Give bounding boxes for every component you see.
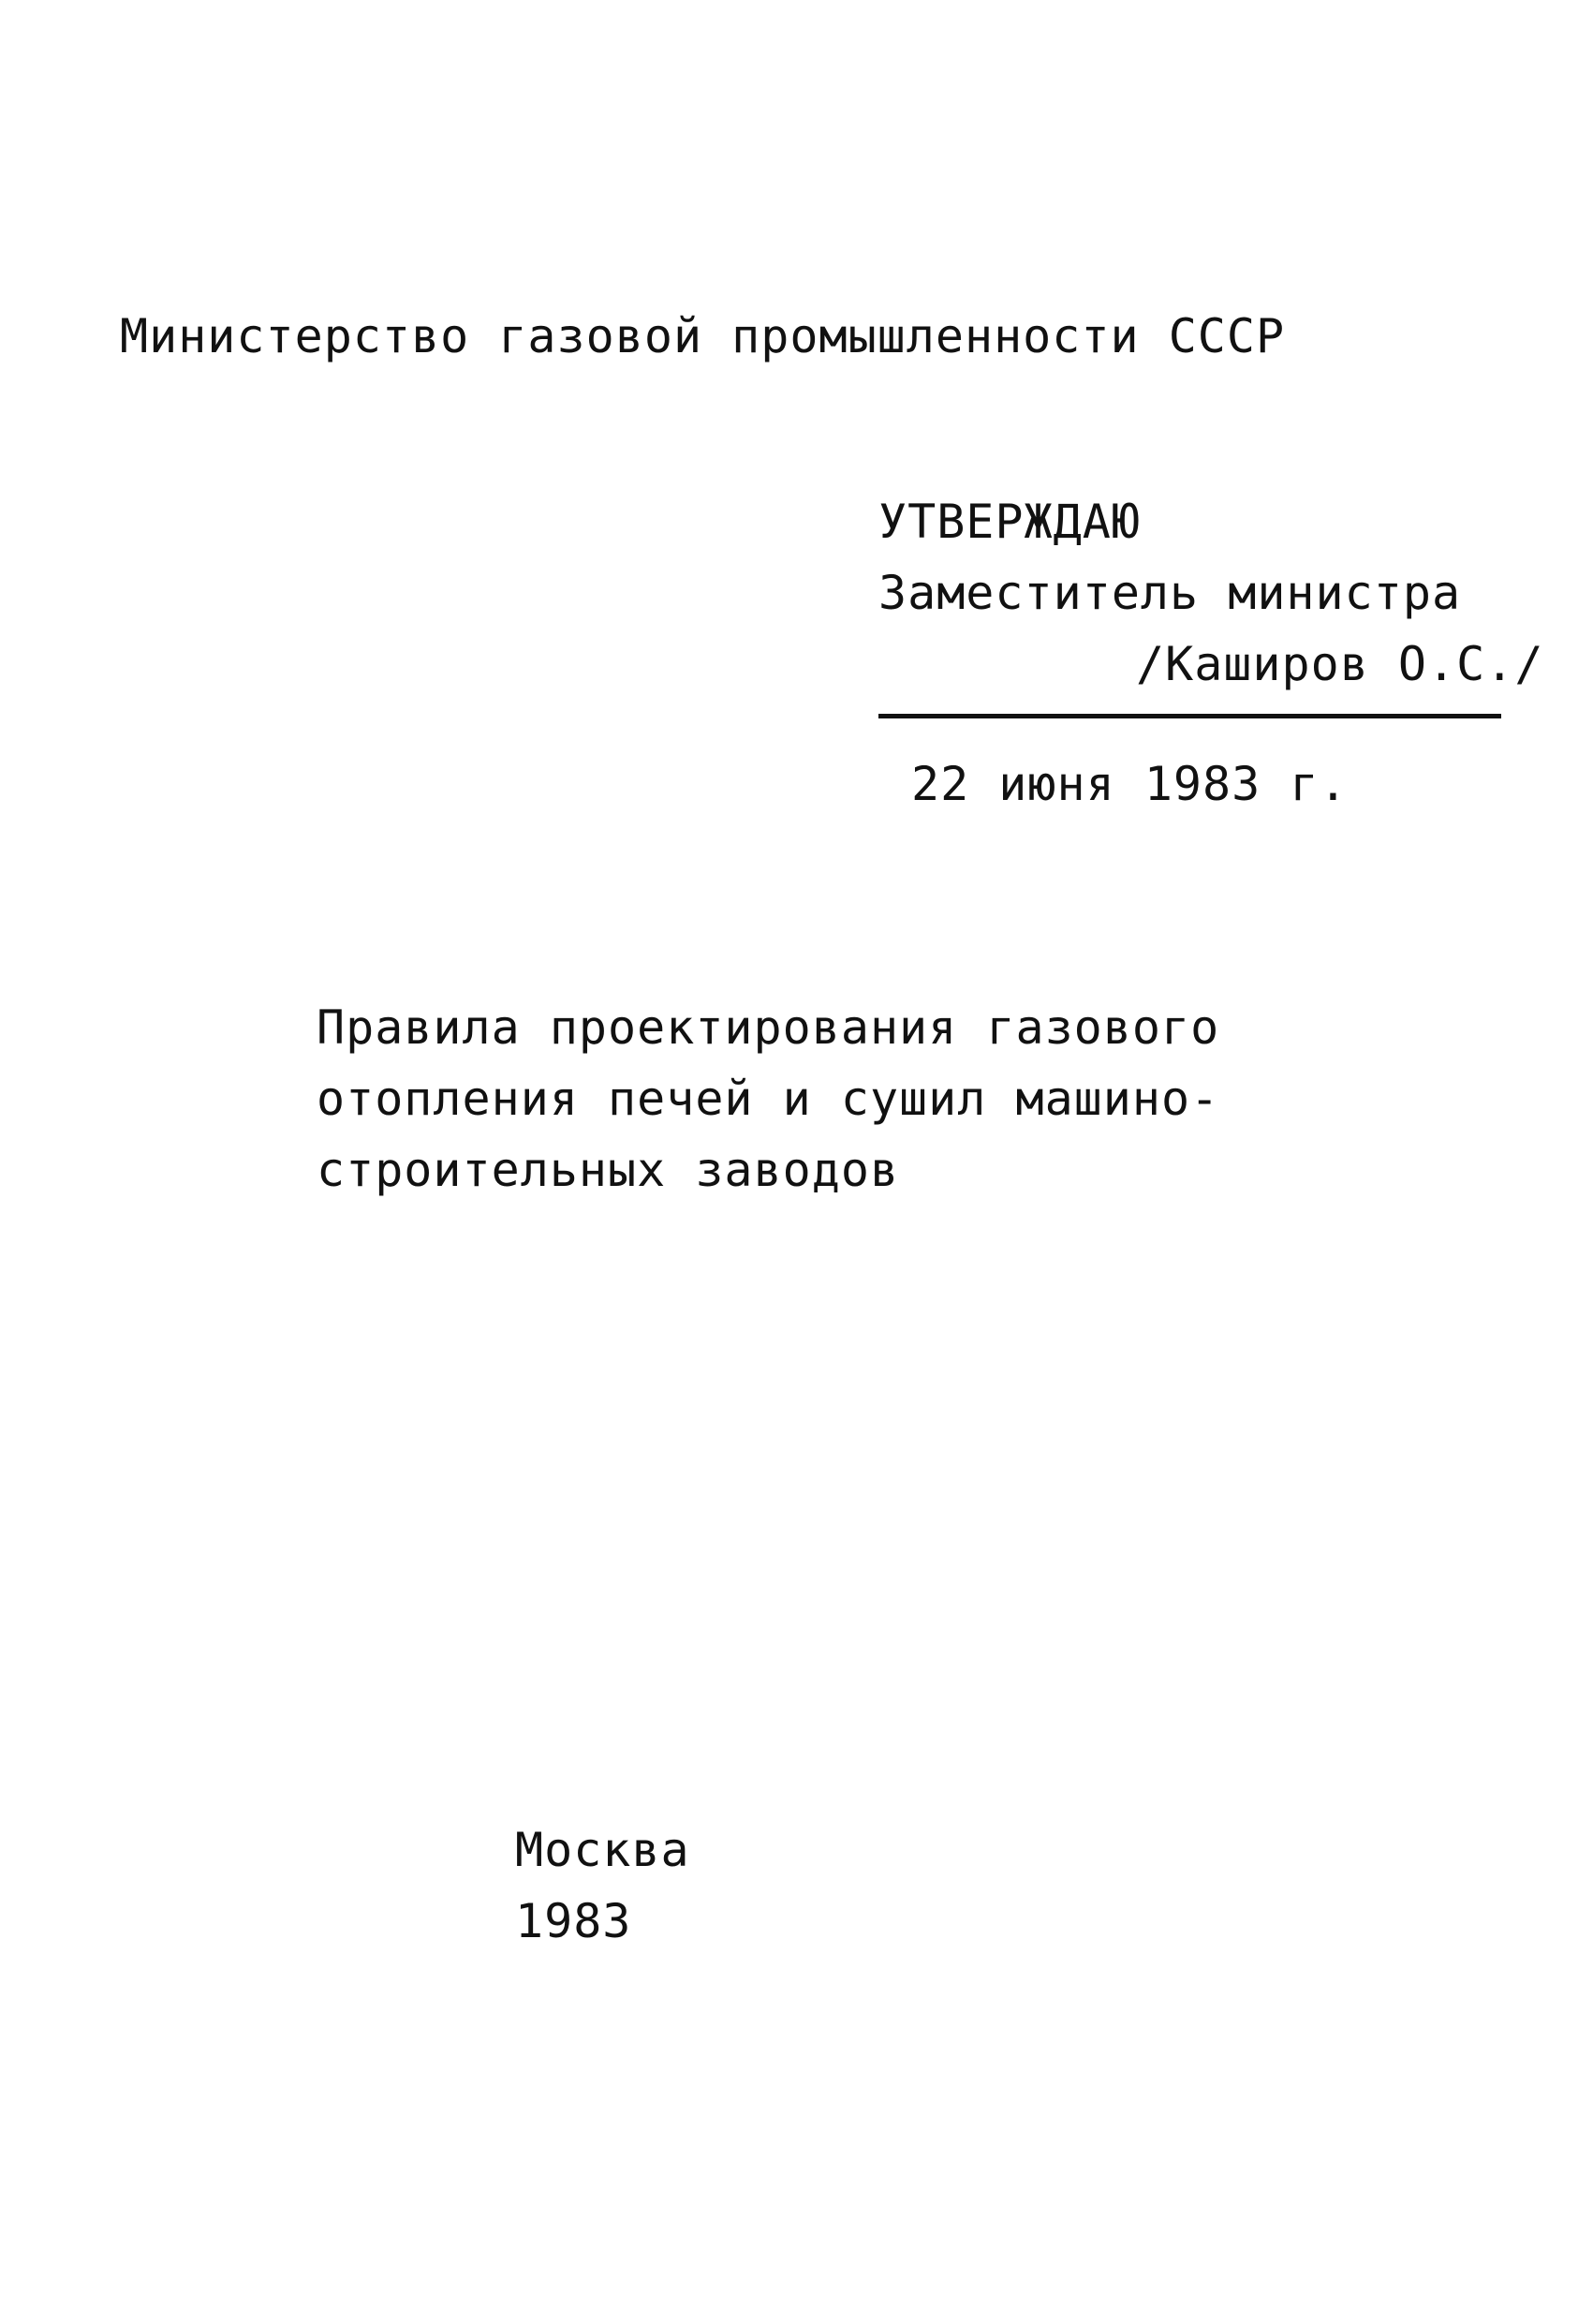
approval-date: 22 июня 1983 г. [911, 757, 1349, 811]
document-title-line: Правила проектирования газового [317, 1000, 1220, 1055]
publication-city: Москва [515, 1823, 690, 1877]
signature-line [878, 714, 1501, 718]
document-title-line: строительных заводов [317, 1143, 900, 1197]
document-title-line: отопления печей и сушил машино- [317, 1072, 1220, 1126]
ministry-name: Министерство газовой промышленности СССР [120, 309, 1286, 363]
approval-heading: УТВЕРЖДАЮ [878, 495, 1141, 549]
publication-year: 1983 [515, 1894, 632, 1948]
approver-name: /Каширов О.С./ [1136, 637, 1544, 691]
approver-title: Заместитель министра [878, 566, 1462, 620]
